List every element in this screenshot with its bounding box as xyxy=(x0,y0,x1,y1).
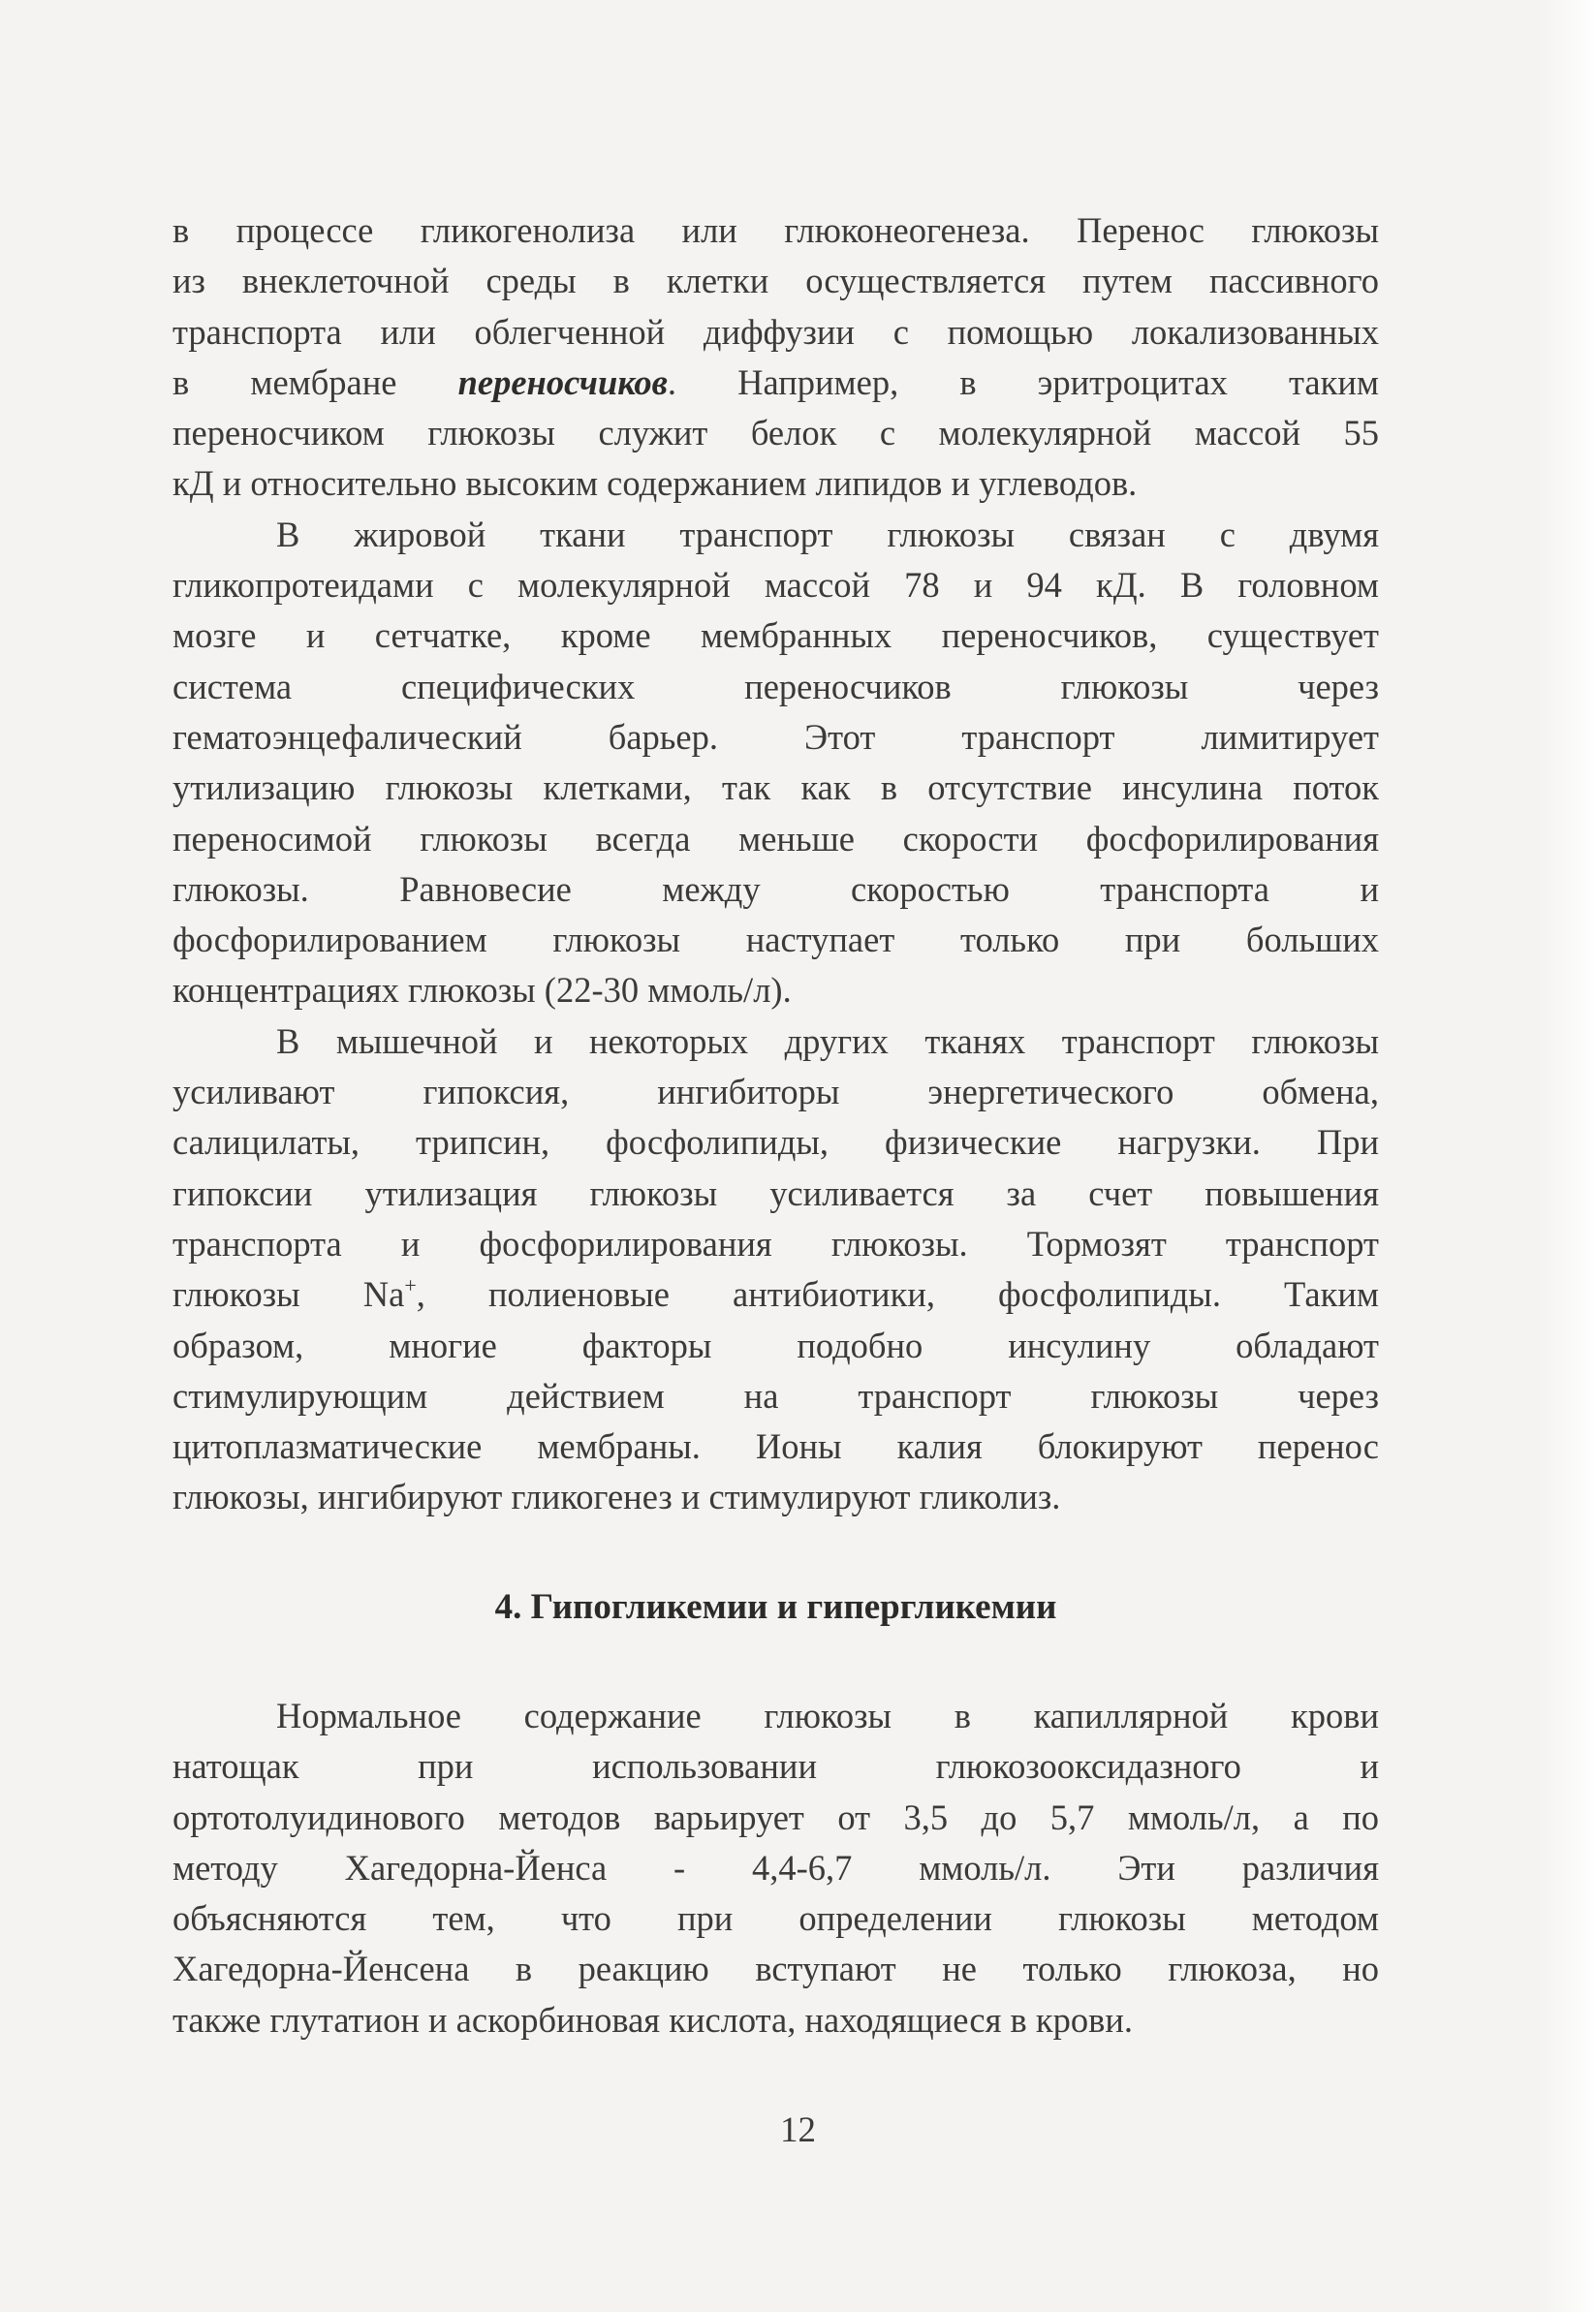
paragraph-glucose-transport xyxy=(172,205,1379,510)
section-heading: 4. Гипогликемии и гипергликемии xyxy=(494,1587,1057,1627)
superscript-charge: + xyxy=(404,1273,417,1298)
text-line: также глутатион и аскорбиновая кислота, находящиеся в крови. xyxy=(172,1999,1134,2040)
text-line: из внеклеточной среды в клетки осуществляется путем пассивного xyxy=(172,261,1379,301)
text-line: Хагедорна-Йенсена в реакцию вступают не только глюкоза, но xyxy=(172,1949,1379,1989)
text-line: транспорта или облегченной диффузии с помощью локализованных xyxy=(172,311,1379,352)
text-line: объясняются тем, что при определении глюкозы методом xyxy=(172,1898,1379,1939)
text-line: транспорта и фосфорилирования глюкозы. Тормозят транспорт xyxy=(172,1223,1379,1264)
text-line: концентрациях глюкозы (22-30 ммоль/л). xyxy=(172,970,792,1011)
text-line: усиливают гипоксия, ингибиторы энергетического обмена, xyxy=(172,1072,1379,1112)
text-line: методу Хагедорна-Йенса - 4,4-6,7 ммоль/л. Эти различия xyxy=(172,1847,1379,1888)
paragraph-normal-glucose xyxy=(172,1691,1379,2046)
text-line: система специфических переносчиков глюкозы через xyxy=(172,666,1379,706)
body-text-upper xyxy=(172,205,1379,1523)
text-line: В мышечной и некоторых других тканях транспорт глюкозы xyxy=(276,1020,1379,1061)
text-line: гипоксии утилизация глюкозы усиливается за счет повышения xyxy=(172,1172,1379,1213)
text-line: цитоплазматические мембраны. Ионы калия блокируют перенос xyxy=(172,1426,1379,1467)
body-text-lower xyxy=(172,1691,1379,2046)
text-fragment: . Например, в эритроцитах таким xyxy=(667,361,1379,402)
text-line: мозге и сетчатке, кроме мембранных переносчиков, существует xyxy=(172,615,1379,656)
text-line: переносимой глюкозы всегда меньше скорости фосфорилирования xyxy=(172,818,1379,859)
text-line: фосфорилированием глюкозы наступает только при больших xyxy=(172,920,1379,960)
text-line: В жировой ткани транспорт глюкозы связан с двумя xyxy=(276,514,1379,554)
text-line: Нормальное содержание глюкозы в капиллярной крови xyxy=(276,1696,1379,1735)
paragraph-adipose-tissue xyxy=(172,510,1379,1016)
text-line: гематоэнцефалический барьер. Этот транспорт лимитирует xyxy=(172,716,1379,757)
text-line: глюкозы, ингибируют гликогенез и стимулируют гликолиз. xyxy=(172,1477,1061,1517)
text-line: кД и относительно высоким содержанием липидов и углеводов. xyxy=(172,463,1138,504)
text-fragment: , полиеновые антибиотики, фосфолипиды. Таким xyxy=(416,1274,1379,1315)
text-line: переносчиком глюкозы служит белок с молекулярной массой 55 xyxy=(172,413,1379,453)
text-line: образом, многие факторы подобно инсулину обладают xyxy=(172,1325,1379,1365)
emphasized-term: переносчиков xyxy=(457,361,668,402)
text-fragment: глюкозы Na xyxy=(172,1274,405,1315)
text-line: в процессе гликогенолиза или глюконеогенеза. Перенос глюкозы xyxy=(172,210,1379,250)
text-line: утилизацию глюкозы клетками, так как в отсутствие инсулина поток xyxy=(172,767,1379,808)
text-fragment: в мембране xyxy=(172,361,397,402)
text-line: ортотолуидинового методов варьирует от 3,5 до 5,7 ммоль/л, а по xyxy=(172,1796,1379,1837)
text-line xyxy=(172,358,1379,408)
text-line: глюкозы. Равновесие между скоростью транспорта и xyxy=(172,868,1379,909)
text-line: натощак при использовании глюкозооксидазного и xyxy=(172,1746,1379,1787)
text-line: гликопротеидами с молекулярной массой 78 и 94 кД. В головном xyxy=(172,565,1379,606)
paragraph-muscle-tissue xyxy=(172,1016,1379,1523)
page-number: 12 xyxy=(780,2110,816,2150)
text-line xyxy=(172,1269,1379,1320)
text-line: салицилаты, трипсин, фосфолипиды, физические нагрузки. При xyxy=(172,1122,1379,1163)
text-line: стимулирующим действием на транспорт глюкозы через xyxy=(172,1375,1379,1416)
